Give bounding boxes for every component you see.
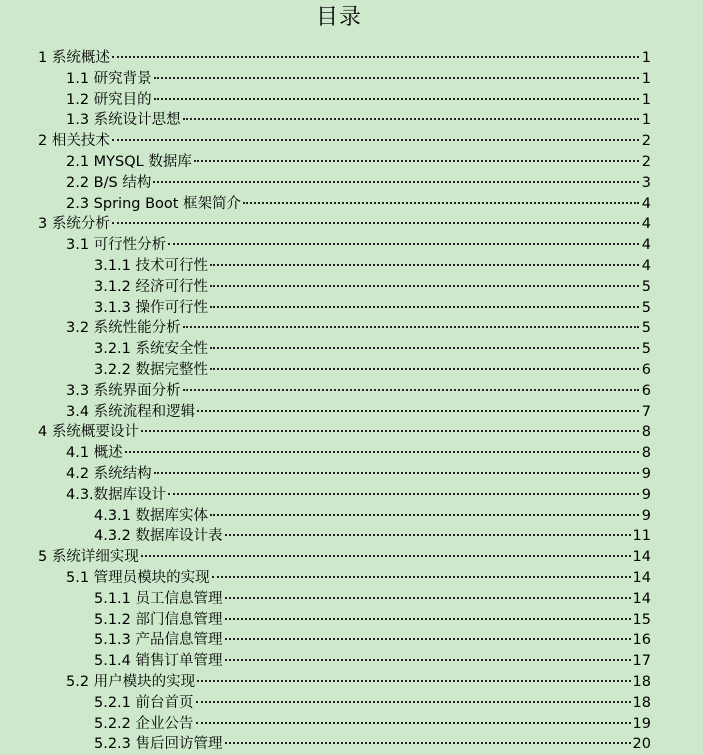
toc-page-number: 14 bbox=[632, 549, 651, 566]
toc-page-number: 8 bbox=[641, 424, 651, 441]
toc-entry-text: 2.1 MYSQL 数据库 bbox=[66, 153, 192, 170]
toc-dot-leader bbox=[225, 617, 631, 620]
toc-entry-level-3[interactable] bbox=[0, 714, 703, 735]
toc-entry-level-2[interactable] bbox=[0, 402, 703, 423]
toc-entry-text: 4.3.2 数据库设计表 bbox=[94, 528, 223, 545]
toc-entry-level-2[interactable] bbox=[0, 194, 703, 215]
toc-page-number: 4 bbox=[641, 257, 651, 274]
toc-entry-level-2[interactable] bbox=[0, 318, 703, 339]
toc-page-number: 11 bbox=[632, 528, 651, 545]
toc-entry-text: 4.1 概述 bbox=[66, 445, 123, 462]
toc-page-number: 5 bbox=[641, 299, 651, 316]
toc-entry-level-3[interactable] bbox=[0, 693, 703, 714]
toc-dot-leader bbox=[141, 554, 631, 557]
toc-entry-text: 5.1.3 产品信息管理 bbox=[94, 632, 223, 649]
toc-entry-text: 5.1.2 部门信息管理 bbox=[94, 611, 223, 628]
toc-entry-level-3[interactable] bbox=[0, 589, 703, 610]
toc-page-number: 14 bbox=[632, 569, 651, 586]
toc-entry-level-3[interactable] bbox=[0, 526, 703, 547]
toc-entry-level-3[interactable] bbox=[0, 506, 703, 527]
toc-page-number: 4 bbox=[641, 195, 651, 212]
toc-page-number: 9 bbox=[641, 465, 651, 482]
toc-entry-level-2[interactable] bbox=[0, 672, 703, 693]
toc-page-number: 1 bbox=[641, 91, 651, 108]
toc-dot-leader bbox=[154, 97, 639, 100]
toc-entry-text: 5.1.4 销售订单管理 bbox=[94, 653, 223, 670]
toc-dot-leader bbox=[210, 346, 639, 349]
toc-entry-level-3[interactable] bbox=[0, 256, 703, 277]
toc-dot-leader bbox=[225, 741, 631, 744]
toc-page-number: 4 bbox=[641, 237, 651, 254]
toc-dot-leader bbox=[194, 159, 639, 162]
toc-dot-leader bbox=[225, 637, 631, 640]
toc-dot-leader bbox=[112, 138, 639, 141]
toc-entry-text: 3.1.1 技术可行性 bbox=[94, 257, 209, 274]
toc-entry-text: 4.3.1 数据库实体 bbox=[94, 507, 209, 524]
toc-entry-level-1[interactable] bbox=[0, 422, 703, 443]
toc-entry-level-2[interactable] bbox=[0, 110, 703, 131]
toc-entry-text: 5 系统详细实现 bbox=[38, 549, 139, 566]
toc-entry-text: 5.1 管理员模块的实现 bbox=[66, 569, 210, 586]
toc-page-number: 16 bbox=[632, 632, 651, 649]
toc-page-number: 18 bbox=[632, 673, 651, 690]
toc-page-number: 9 bbox=[641, 507, 651, 524]
toc-dot-leader bbox=[225, 596, 631, 599]
toc-page-number: 1 bbox=[641, 50, 651, 66]
toc-dot-leader bbox=[197, 409, 639, 412]
toc-page-number: 6 bbox=[641, 361, 651, 378]
toc-page-number: 5 bbox=[641, 278, 651, 295]
toc-entry-text: 5.2.3 售后回访管理 bbox=[94, 736, 223, 753]
toc-dot-leader bbox=[225, 533, 631, 536]
toc-entry-text: 3.4 系统流程和逻辑 bbox=[66, 403, 196, 420]
toc-dot-leader bbox=[141, 429, 639, 432]
toc-page-number: 5 bbox=[641, 320, 651, 337]
toc-entry-text: 3.2.1 系统安全性 bbox=[94, 341, 209, 358]
toc-entry-level-2[interactable] bbox=[0, 381, 703, 402]
toc-entry-text: 3.3 系统界面分析 bbox=[66, 382, 181, 399]
toc-dot-leader bbox=[125, 450, 639, 453]
toc-title: 目录 bbox=[315, 5, 362, 30]
toc-entry-text: 4 系统概要设计 bbox=[38, 424, 139, 441]
toc-entry-level-3[interactable] bbox=[0, 277, 703, 298]
toc-dot-leader bbox=[183, 325, 639, 328]
toc-entry-text: 5.2.1 前台首页 bbox=[94, 694, 194, 711]
toc-entry-level-3[interactable] bbox=[0, 339, 703, 360]
toc-dot-leader bbox=[197, 679, 630, 682]
toc-dot-leader bbox=[210, 367, 639, 370]
toc-entry-level-3[interactable] bbox=[0, 630, 703, 651]
toc-entry-text: 1.3 系统设计思想 bbox=[66, 112, 181, 129]
toc-entry-level-3[interactable] bbox=[0, 651, 703, 672]
toc-entry-text: 5.2.2 企业公告 bbox=[94, 715, 194, 732]
toc-dot-leader bbox=[196, 700, 631, 703]
toc-dot-leader bbox=[210, 263, 639, 266]
toc-dot-leader bbox=[210, 305, 639, 308]
toc-page-number: 2 bbox=[641, 153, 651, 170]
toc-list bbox=[0, 48, 703, 755]
toc-entry-text: 3.1.2 经济可行性 bbox=[94, 278, 209, 295]
toc-entry-level-1[interactable] bbox=[0, 547, 703, 568]
toc-page-number: 8 bbox=[641, 445, 651, 462]
toc-entry-level-2[interactable] bbox=[0, 69, 703, 90]
toc-entry-level-3[interactable] bbox=[0, 360, 703, 381]
toc-page-number: 14 bbox=[632, 590, 651, 607]
toc-entry-level-3[interactable] bbox=[0, 610, 703, 631]
toc-entry-text: 2 相关技术 bbox=[38, 133, 110, 150]
toc-entry-level-2[interactable] bbox=[0, 443, 703, 464]
toc-entry-level-2[interactable] bbox=[0, 464, 703, 485]
toc-entry-level-2[interactable] bbox=[0, 568, 703, 589]
toc-dot-leader bbox=[168, 242, 639, 245]
toc-dot-leader bbox=[212, 575, 631, 578]
toc-entry-text: 5.1.1 员工信息管理 bbox=[94, 590, 223, 607]
toc-dot-leader bbox=[112, 221, 639, 224]
toc-entry-level-2[interactable] bbox=[0, 152, 703, 173]
toc-dot-leader bbox=[196, 721, 631, 724]
toc-dot-leader bbox=[210, 284, 639, 287]
toc-entry-level-1[interactable] bbox=[0, 131, 703, 152]
toc-entry-text: 1.2 研究目的 bbox=[66, 91, 152, 108]
toc-dot-leader bbox=[225, 658, 631, 661]
toc-dot-leader bbox=[168, 492, 639, 495]
toc-entry-text: 1.1 研究背景 bbox=[66, 70, 152, 87]
toc-page-number: 6 bbox=[641, 382, 651, 399]
toc-dot-leader bbox=[153, 180, 639, 183]
toc-page-number: 1 bbox=[641, 112, 651, 129]
toc-page-number: 1 bbox=[641, 70, 651, 87]
toc-page-number: 4 bbox=[641, 216, 651, 233]
toc-entry-text: 4.3.数据库设计 bbox=[66, 486, 167, 503]
toc-dot-leader bbox=[243, 201, 639, 204]
toc-page-number: 9 bbox=[641, 486, 651, 503]
toc-entry-level-2[interactable] bbox=[0, 485, 703, 506]
toc-entry-text: 2.2 B/S 结构 bbox=[66, 174, 152, 191]
toc-entry-text: 4.2 系统结构 bbox=[66, 465, 152, 482]
toc-entry-text: 3.2 系统性能分析 bbox=[66, 320, 181, 337]
toc-page-number: 5 bbox=[641, 341, 651, 358]
toc-entry-text: 3.2.2 数据完整性 bbox=[94, 361, 209, 378]
toc-page-number: 3 bbox=[641, 174, 651, 191]
toc-page-number: 20 bbox=[632, 736, 651, 753]
toc-entry-text: 5.2 用户模块的实现 bbox=[66, 673, 196, 690]
toc-entry-text: 3.1.3 操作可行性 bbox=[94, 299, 209, 316]
toc-entry-text: 1 系统概述 bbox=[38, 50, 110, 66]
toc-entry-level-2[interactable] bbox=[0, 235, 703, 256]
toc-dot-leader bbox=[154, 471, 639, 474]
toc-page-number: 2 bbox=[641, 133, 651, 150]
toc-dot-leader bbox=[183, 117, 639, 120]
toc-page-number: 15 bbox=[632, 611, 651, 628]
toc-dot-leader bbox=[112, 55, 639, 58]
toc-entry-level-1[interactable] bbox=[0, 214, 703, 235]
toc-entry-level-3[interactable] bbox=[0, 298, 703, 319]
toc-dot-leader bbox=[154, 76, 639, 79]
toc-entry-text: 2.3 Spring Boot 框架简介 bbox=[66, 195, 242, 212]
toc-entry-level-1[interactable] bbox=[0, 48, 703, 69]
toc-page-number: 18 bbox=[632, 694, 651, 711]
toc-dot-leader bbox=[210, 513, 639, 516]
toc-page-number: 17 bbox=[632, 653, 651, 670]
toc-entry-level-3[interactable] bbox=[0, 734, 703, 755]
toc-dot-leader bbox=[183, 388, 639, 391]
toc-entry-text: 3.1 可行性分析 bbox=[66, 237, 167, 254]
toc-entry-text: 3 系统分析 bbox=[38, 216, 110, 233]
toc-page-number: 19 bbox=[632, 715, 651, 732]
toc-entry-level-2[interactable] bbox=[0, 173, 703, 194]
toc-page-number: 7 bbox=[641, 403, 651, 420]
toc-entry-level-2[interactable] bbox=[0, 90, 703, 111]
